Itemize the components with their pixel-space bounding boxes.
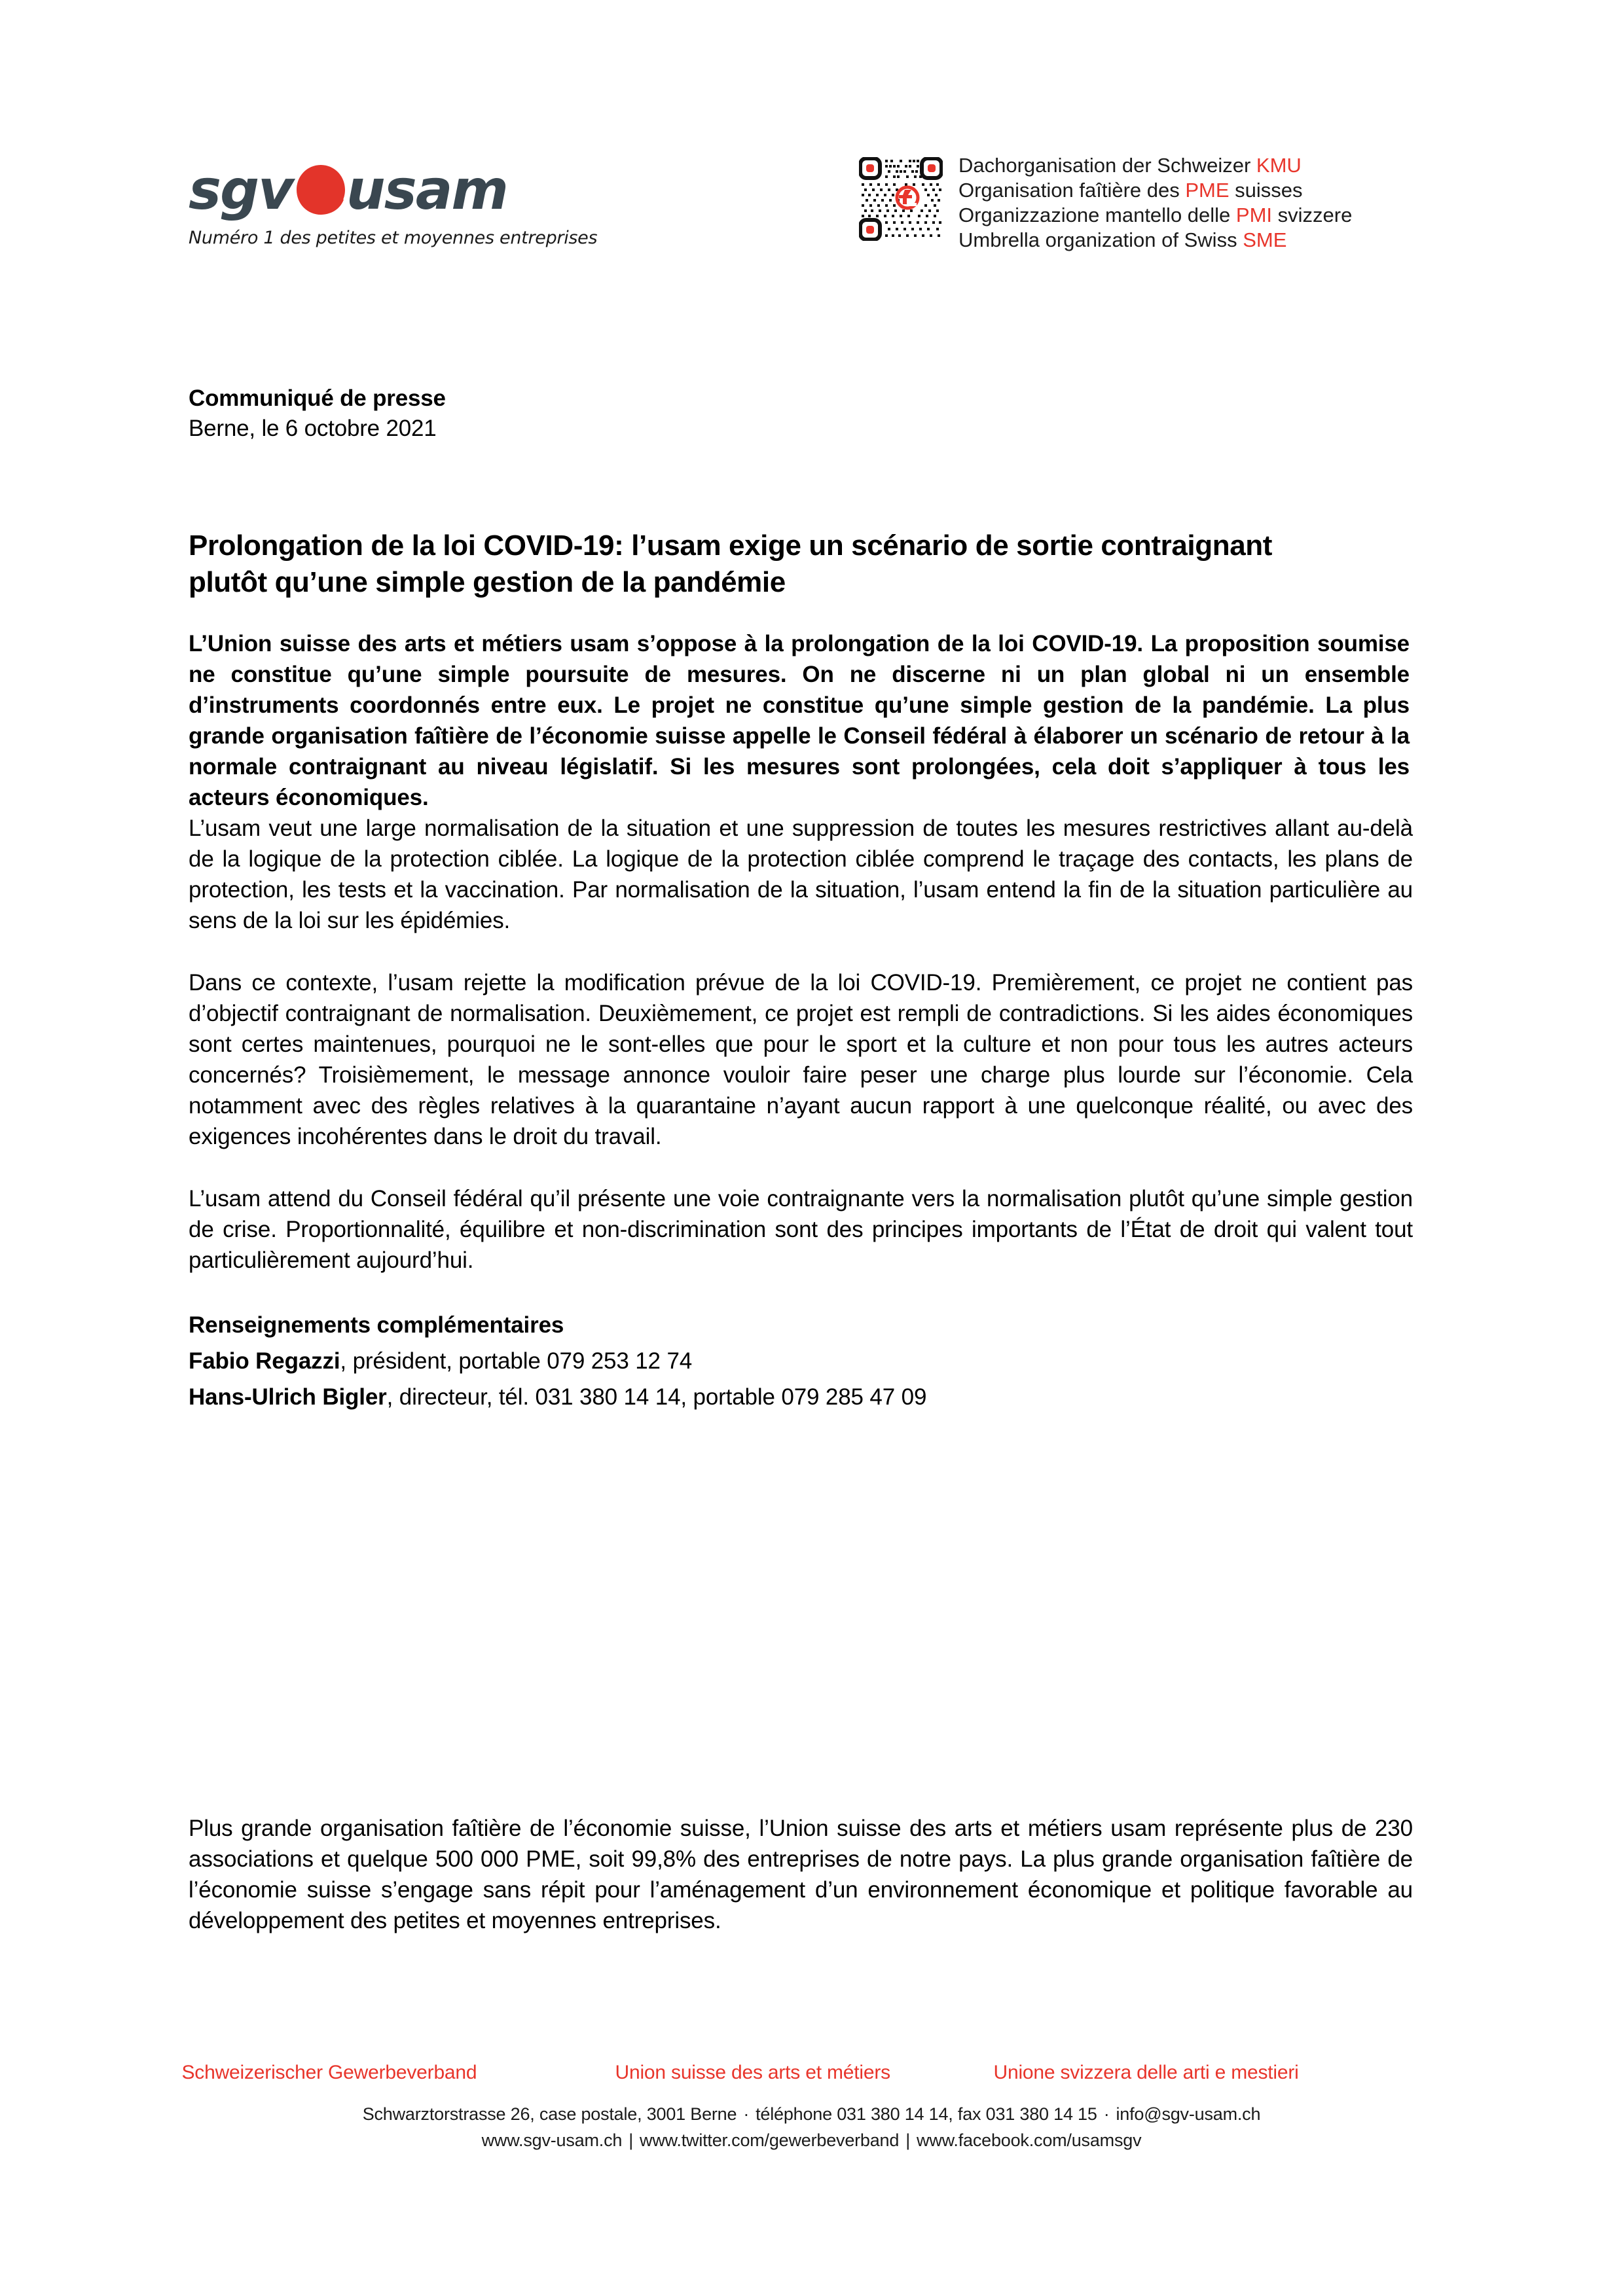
footer-address-separator-2: ·: [1103, 2104, 1110, 2124]
multilingual-taglines: [958, 153, 1352, 253]
footer-org-it: Unione svizzera delle arti e mestieri: [993, 2062, 1299, 2083]
contact-person-1-name: Fabio Regazzi: [189, 1348, 340, 1374]
footer-link-separator-1: |: [629, 2130, 634, 2150]
organization-boilerplate: Plus grande organisation faîtière de l’économie suisse, l’Union suisse des arts et métiers usam représente plus de 230 associations et quelque 500 000 PME, soit 99,8% des entreprises de notre pays. La plus grande organisation faîtière de l’économie suisse s’engage sans répit pour l’aménagement d’un environnement économique et politique favorable au développement des petites et moyennes entreprises.: [189, 1816, 1413, 1933]
footer-address-email[interactable]: info@sgv-usam.ch: [1116, 2104, 1261, 2124]
tagline-fr-tail: suisses: [1229, 179, 1303, 202]
lead-paragraph: L’Union suisse des arts et métiers usam s’oppose à la prolongation de la loi COVID-19. La proposition soumise ne constitue qu’une simple poursuite de mesures. On ne discerne ni un plan global ni un ensemble d’instruments coordonnés entre eux. Le projet ne constitue qu’une simple gestion de la pandémie. La plus grande organisation faîtière de l’économie suisse appelle le Conseil fédéral à élaborer un scénario de retour à la normale contraignant au niveau législatif. Si les mesures sont prolongées, cela doit s’appliquer à tous les acteurs économiques.: [189, 631, 1410, 810]
page-title: Prolongation de la loi COVID-19: l’usam exige un scénario de sortie contraignant plutôt qu’une simple gestion de la pandémie: [189, 529, 1272, 598]
qr-code-icon[interactable]: [859, 157, 943, 241]
contact-person-1: [189, 1346, 1432, 1376]
footer-link-twitter[interactable]: www.twitter.com/gewerbeverband: [640, 2130, 900, 2150]
contact-person-2-name: Hans-Ulrich Bigler: [189, 1384, 387, 1410]
tagline-de-accent: KMU: [1256, 154, 1302, 177]
logo-wordmark: [189, 158, 647, 221]
logo-tagline: Numéro 1 des petites et moyennes entreprises: [189, 228, 598, 248]
tagline-fr: [958, 178, 1352, 203]
tagline-en-accent: SME: [1243, 228, 1287, 251]
place-and-date: Berne, le 6 octobre 2021: [189, 416, 437, 441]
footer-link-website[interactable]: www.sgv-usam.ch: [481, 2130, 623, 2150]
footer-org-fr: Union suisse des arts et métiers: [615, 2062, 890, 2083]
footer-link-facebook[interactable]: www.facebook.com/usamsgv: [917, 2130, 1142, 2150]
tagline-en-plain: Umbrella organization of Swiss: [958, 228, 1243, 251]
usam-swiss-cross-emblem-icon: [293, 162, 349, 218]
tagline-fr-plain: Organisation faîtière des: [958, 179, 1186, 202]
contact-person-1-details: , président, portable 079 253 12 74: [340, 1348, 693, 1374]
footer-address-phone: téléphone 031 380 14 14, fax 031 380 14 15: [756, 2104, 1097, 2124]
footer-address: [0, 2101, 1623, 2127]
body-paragraph-1: L’usam veut une large normalisation de la situation et une suppression de toutes les mesures restrictives allant au-delà de la logique de la protection ciblée. La logique de la protection ciblée comprend le traçage des contacts, les plans de protection, les tests et la vaccination. Par normalisation de la situation, l’usam entend la fin de la situation particulière au sens de la loi sur les épidémies.: [189, 816, 1413, 933]
footer-address-separator-1: ·: [743, 2104, 750, 2124]
logo-word-sgv: sgv: [189, 158, 293, 222]
footer-org-names: [157, 2062, 1467, 2090]
contact-person-2: [189, 1382, 1432, 1412]
tagline-de-plain: Dachorganisation der Schweizer: [958, 154, 1256, 177]
footer-address-street: Schwarztorstrasse 26, case postale, 3001 Berne: [362, 2104, 737, 2124]
contact-person-2-details: , directeur, tél. 031 380 14 14, portable 079 285 47 09: [386, 1384, 927, 1410]
logo-word-usam: usam: [346, 158, 507, 222]
body-paragraph-3: L’usam attend du Conseil fédéral qu’il présente une voie contraignante vers la normalisation plutôt qu’une simple gestion de crise. Proportionnalité, équilibre et non-discrimination sont des principes importants de l’État de droit qui valent tout particulièrement aujourd’hui.: [189, 1186, 1413, 1273]
body-paragraph-2: Dans ce contexte, l’usam rejette la modification prévue de la loi COVID-19. Premièrement, ce projet ne contient pas d’objectif contraignant de normalisation. Deuxièmement, ce projet est rempli de contradictions. Si les aides économiques sont certes maintenues, pourquoi ne le sont-elles que pour le sport et la culture et non pour tous les autres acteurs concernés? Troisièmement, le message annonce vouloir faire peser une charge plus lourde sur l’économie. Cela notamment avec des règles relatives à la quarantaine n’ayant aucun rapport à une quelconque réalité, ou avec des exigences incohérentes dans le droit du travail.: [189, 970, 1413, 1149]
tagline-it-plain: Organizzazione mantello delle: [958, 204, 1236, 226]
tagline-it: [958, 203, 1352, 228]
tagline-it-tail: svizzere: [1272, 204, 1353, 226]
tagline-de: [958, 153, 1352, 178]
footer-org-de: Schweizerischer Gewerbeverband: [181, 2062, 477, 2083]
usam-logo: [189, 158, 647, 248]
qr-and-taglines: [859, 154, 1353, 253]
footer-links: [0, 2127, 1623, 2153]
document-body: [189, 384, 1432, 1412]
tagline-fr-accent: PME: [1185, 179, 1230, 202]
document-type-label: Communiqué de presse: [189, 386, 446, 411]
page-header: [0, 145, 1623, 276]
tagline-en: [958, 228, 1352, 253]
page-footer: [0, 2062, 1623, 2153]
tagline-it-accent: PMI: [1235, 204, 1273, 226]
contacts-heading: Renseignements complémentaires: [189, 1312, 564, 1338]
footer-link-separator-2: |: [905, 2130, 911, 2150]
